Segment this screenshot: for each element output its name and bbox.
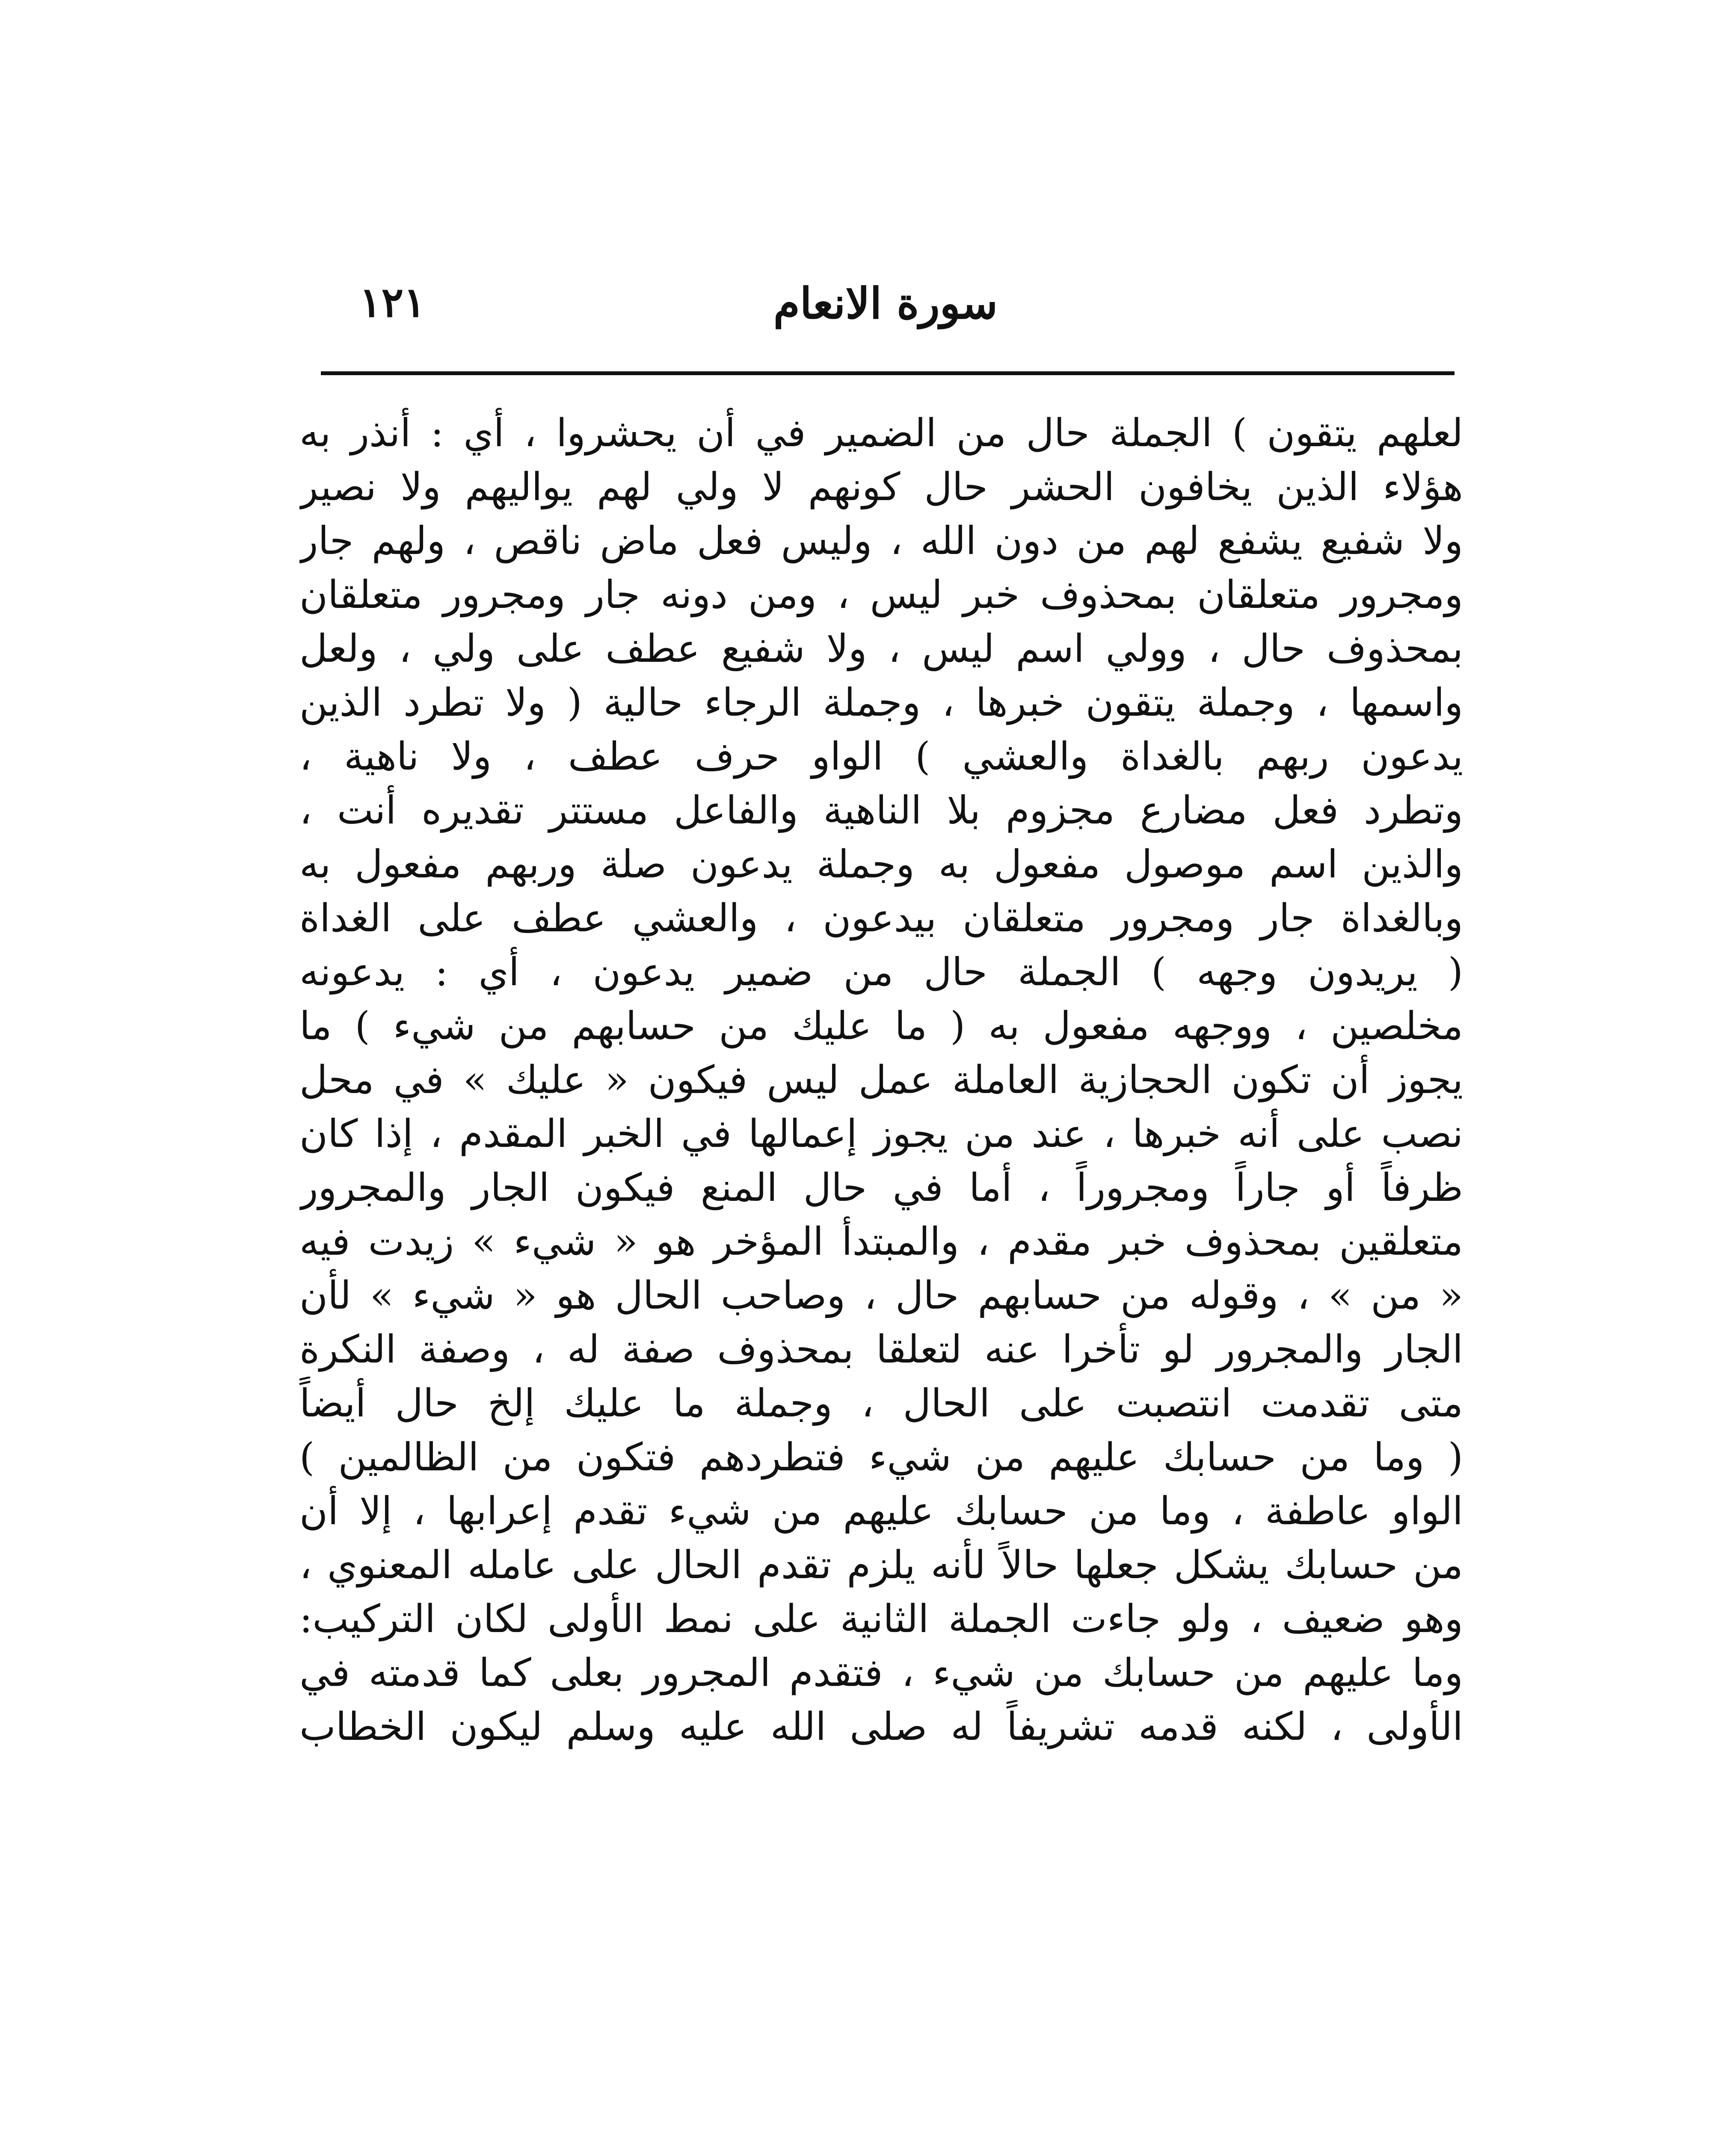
text-line: هؤلاء الذين يخافون الحشر حال كونهم لا ولي لهم يواليهم ولا نصير	[299, 465, 1463, 510]
text-line: متعلقين بمحذوف خبر مقدم ، والمبتدأ المؤخر هو « شيء » زيدت فيه	[299, 1219, 1463, 1264]
body-text	[299, 406, 1463, 1754]
text-line: الجار والمجرور لو تأخرا عنه لتعلقا بمحذوف صفة له ، وصفة النكرة	[299, 1327, 1463, 1372]
text-line: بمحذوف حال ، وولي اسم ليس ، ولا شفيع عطف على ولي ، ولعل	[299, 626, 1463, 671]
text-line: ( وما من حسابك عليهم من شيء فتطردهم فتكون من الظالمين )	[299, 1435, 1463, 1480]
text-line: يجوز أن تكون الحجازية العاملة عمل ليس فيكون « عليك » في محل	[299, 1058, 1463, 1102]
text-line: الواو عاطفة ، وما من حسابك عليهم من شيء تقدم إعرابها ، إلا أن	[299, 1489, 1463, 1534]
page-number: ١٢١	[359, 278, 426, 326]
text-line: لعلهم يتقون ) الجملة حال من الضمير في أن يحشروا ، أي : أنذر به	[299, 411, 1463, 456]
text-line: ولا شفيع يشفع لهم من دون الله ، وليس فعل ماض ناقص ، ولهم جار	[299, 518, 1463, 563]
text-line: وما عليهم من حسابك من شيء ، فتقدم المجرور بعلى كما قدمته في	[299, 1650, 1463, 1695]
text-line: متى تقدمت انتصبت على الحال ، وجملة ما عليك إلخ حال أيضاً	[299, 1381, 1463, 1426]
text-line: نصب على أنه خبرها ، عند من يجوز إعمالها في الخبر المقدم ، إذا كان	[299, 1111, 1463, 1156]
text-line: ومجرور متعلقان بمحذوف خبر ليس ، ومن دونه جار ومجرور متعلقان	[299, 572, 1463, 617]
header-divider	[321, 371, 1455, 375]
text-line: الأولى ، لكنه قدمه تشريفاً له صلى الله عليه وسلم ليكون الخطاب	[299, 1704, 1463, 1749]
text-line: والذين اسم موصول مفعول به وجملة يدعون صلة وربهم مفعول به	[299, 842, 1463, 887]
text-line: ( يريدون وجهه ) الجملة حال من ضمير يدعون ، أي : يدعونه	[299, 950, 1463, 995]
page-title: سورة الانعام	[773, 278, 998, 329]
text-line: من حسابك يشكل جعلها حالاً لأنه يلزم تقدم الحال على عامله المعنوي ،	[299, 1543, 1463, 1588]
page-header	[317, 274, 1455, 359]
text-line: « من » ، وقوله من حسابهم حال ، وصاحب الحال هو « شيء » لأن	[299, 1273, 1463, 1318]
text-line: وبالغداة جار ومجرور متعلقان بيدعون ، والعشي عطف على الغداة	[299, 896, 1463, 941]
text-line: مخلصين ، ووجهه مفعول به ( ما عليك من حسابهم من شيء ) ما	[299, 1004, 1463, 1049]
text-line: وتطرد فعل مضارع مجزوم بلا الناهية والفاعل مستتر تقديره أنت ،	[299, 788, 1463, 833]
text-line: ظرفاً أو جاراً ومجروراً ، أما في حال المنع فيكون الجار والمجرور	[299, 1165, 1463, 1210]
text-line: يدعون ربهم بالغداة والعشي ) الواو حرف عطف ، ولا ناهية ،	[299, 734, 1463, 779]
text-line: وهو ضعيف ، ولو جاءت الجملة الثانية على نمط الأولى لكان التركيب:	[299, 1597, 1463, 1641]
text-line: واسمها ، وجملة يتقون خبرها ، وجملة الرجاء حالية ( ولا تطرد الذين	[299, 680, 1463, 725]
